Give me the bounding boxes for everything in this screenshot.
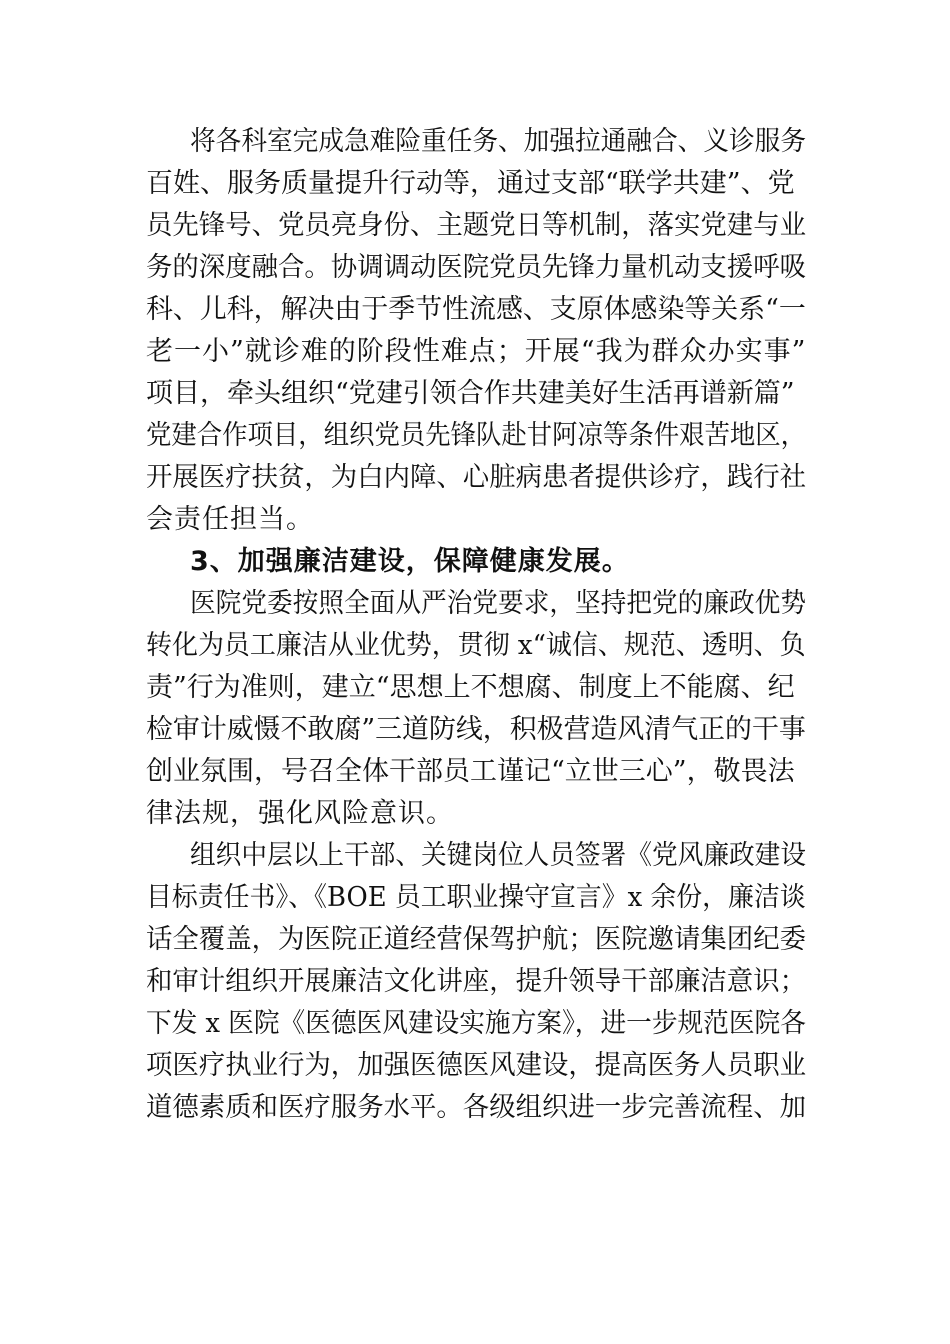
- paragraph-line: 道德素质和医疗服务水平。各级组织进一步完善流程、加: [146, 1092, 807, 1123]
- paragraph-line: 项医疗执业行为，加强医德医风建设，提高医务人员职业: [146, 1050, 807, 1081]
- paragraph-line: 将各科室完成急难险重任务、加强拉通融合、义诊服务: [190, 126, 806, 157]
- paragraph-line: 务的深度融合。协调调动医院党员先锋力量机动支援呼吸: [146, 252, 807, 283]
- paragraph-line: 科、儿科，解决由于季节性流感、支原体感染等关系“一: [146, 294, 806, 325]
- paragraph-line: 会责任担当。: [146, 504, 314, 535]
- paragraph-line: 百姓、服务质量提升行动等，通过支部“联学共建”、党: [146, 168, 795, 199]
- paragraph-line: 话全覆盖，为医院正道经营保驾护航；医院邀请集团纪委: [146, 924, 807, 955]
- paragraph-line: 项目，牵头组织“党建引领合作共建美好生活再谱新篇”: [146, 378, 795, 409]
- paragraph-line: 律法规，强化风险意识。: [146, 798, 454, 829]
- paragraph-line: 目标责任书》、《BOE 员工职业操守宣言》x 余份，廉洁谈: [146, 882, 806, 913]
- paragraph-line: 创业氛围，号召全体干部员工谨记“立世三心”，敬畏法: [146, 756, 795, 787]
- paragraph-line: 检审计威慑不敢腐”三道防线，积极营造风清气正的干事: [146, 714, 806, 745]
- paragraph-line: 和审计组织开展廉洁文化讲座，提升领导干部廉洁意识；: [146, 966, 807, 997]
- paragraph-line: 老一小”就诊难的阶段性难点；开展“我为群众办实事”: [146, 336, 807, 367]
- paragraph-line: 开展医疗扶贫，为白内障、心脏病患者提供诊疗，践行社: [146, 462, 807, 493]
- paragraph-line: 下发 x 医院《医德医风建设实施方案》，进一步规范医院各: [146, 1008, 806, 1039]
- paragraph-line: 员先锋号、党员亮身份、主题党日等机制，落实党建与业: [146, 210, 807, 241]
- paragraph-line: 责”行为准则，建立“思想上不想腐、制度上不能腐、纪: [146, 672, 795, 703]
- paragraph-line: 党建合作项目，组织党员先锋队赴甘阿凉等条件艰苦地区，: [146, 420, 807, 451]
- paragraph-line: 医院党委按照全面从严治党要求，坚持把党的廉政优势: [190, 588, 806, 619]
- paragraph-line: 转化为员工廉洁从业优势，贯彻 x“诚信、规范、透明、负: [146, 630, 806, 661]
- paragraph-line: 组织中层以上干部、关键岗位人员签署《党风廉政建设: [190, 840, 806, 871]
- section-heading: 3、加强廉洁建设，保障健康发展。: [190, 546, 630, 577]
